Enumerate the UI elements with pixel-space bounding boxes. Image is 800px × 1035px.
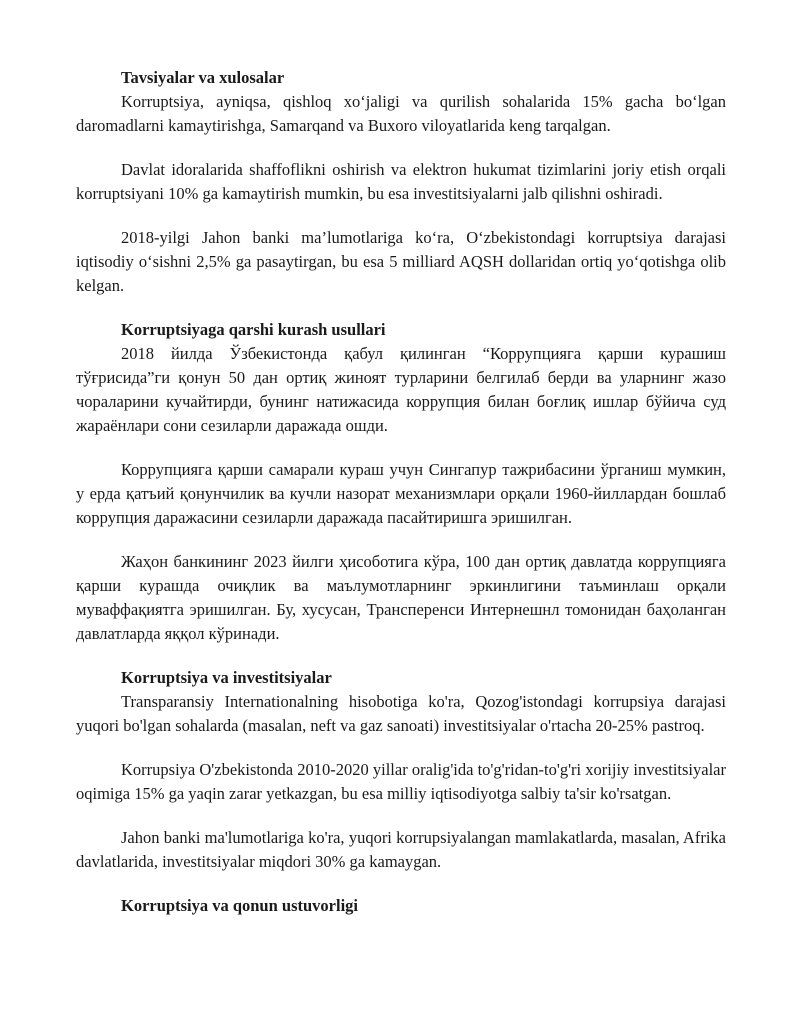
section-heading: Korruptsiya va investitsiyalar — [121, 668, 332, 687]
section-rule-of-law — [76, 894, 726, 918]
paragraph: 2018 йилда Ўзбекистонда қабул қилинган “Коррупцияга қарши курашиш тўғрисида”ги қонун 50 дан ортиқ жиноят турларини белгилаб берди ва уларнинг жазо чораларини кучайтирди, бунинг натижасида коррупция билан боғлиқ ишлар бўйича суд жараёнлари сони сезиларли даражада ошди. — [76, 344, 726, 435]
paragraph: Transparansiy Internationalning hisobotiga ko'ra, Qozog'istondagi korrupsiya darajasi yuqori bo'lgan sohalarda (masalan, neft va gaz sanoati) investitsiyalar o'rtacha 20-25% pastroq. — [76, 692, 726, 735]
section-recommendations — [76, 66, 726, 298]
section-anti-corruption-methods — [76, 318, 726, 646]
document-body — [76, 66, 726, 918]
paragraph: Davlat idoralarida shaffoflikni oshirish va elektron hukumat tizimlarini joriy etish orqali korruptsiyani 10% ga kamaytirish mumkin, bu esa investitsiyalarni jalb qilishni oshiradi. — [76, 160, 726, 203]
section-heading: Korruptsiya va qonun ustuvorligi — [121, 896, 359, 915]
paragraph: Жаҳон банкининг 2023 йилги ҳисоботига кўра, 100 дан ортиқ давлатда коррупцияга қарши курашда очиқлик ва маълумотларнинг эркинлигини таъминлаш орқали муваффақиятга эришилган. Бу, хусусан, Трансперенси Интернешнл томонидан баҳоланган давлатларда яққол кўринади. — [76, 552, 726, 643]
section-heading: Tavsiyalar va xulosalar — [121, 68, 285, 87]
paragraph: Коррупцияга қарши самарали кураш учун Сингапур тажрибасини ўрганиш мумкин, у ерда қатъий қонунчилик ва кучли назорат механизмлари орқали 1960-йиллардан бошлаб коррупция даражасини сезиларли даражада пасайтиришга эришилган. — [76, 460, 726, 527]
paragraph: Korruptsiya, ayniqsa, qishloq xo‘jaligi va qurilish sohalarida 15% gacha bo‘lgan daromadlarni kamaytirishga, Samarqand va Buxoro viloyatlarida keng tarqalgan. — [76, 92, 726, 135]
paragraph: 2018-yilgi Jahon banki ma’lumotlariga ko‘ra, O‘zbekistondagi korruptsiya darajasi iqtisodiy o‘sishni 2,5% ga pasaytirgan, bu esa 5 milliard AQSH dollaridan ortiq yo‘qotishga olib kelgan. — [76, 228, 726, 295]
paragraph: Korrupsiya O'zbekistonda 2010-2020 yillar oralig'ida to'g'ridan-to'g'ri xorijiy investitsiyalar oqimiga 15% ga yaqin zarar yetkazgan, bu esa milliy iqtisodiyotga salbiy ta'sir ko'rsatgan. — [76, 760, 726, 803]
section-heading: Korruptsiyaga qarshi kurash usullari — [121, 320, 386, 339]
section-corruption-and-investment — [76, 666, 726, 874]
paragraph: Jahon banki ma'lumotlariga ko'ra, yuqori korrupsiyalangan mamlakatlarda, masalan, Afrika davlatlarida, investitsiyalar miqdori 30% ga kamaygan. — [76, 828, 726, 871]
